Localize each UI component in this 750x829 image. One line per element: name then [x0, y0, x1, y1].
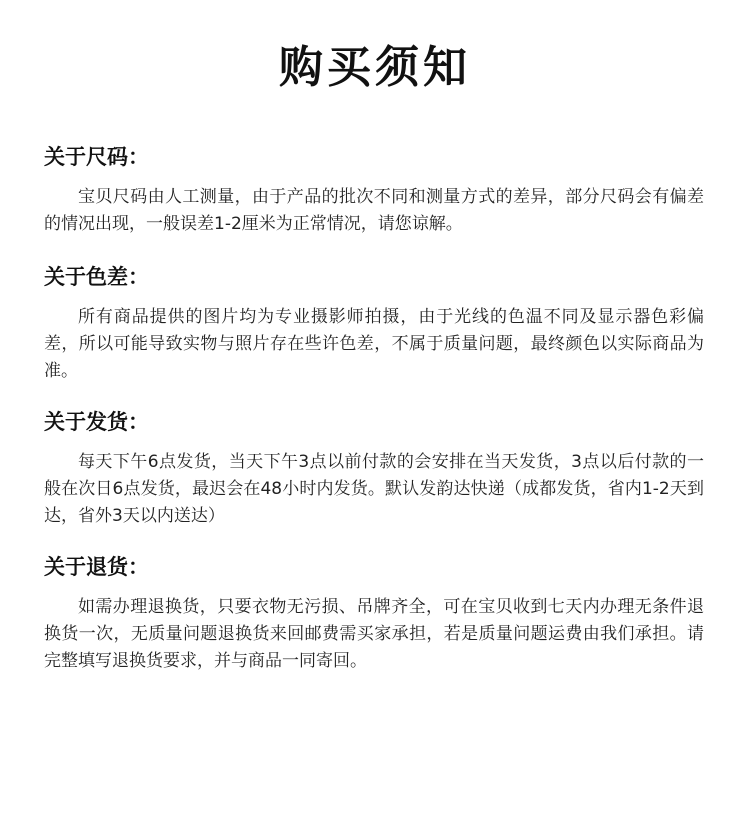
section-body-color: 所有商品提供的图片均为专业摄影师拍摄，由于光线的色温不同及显示器色彩偏差，所以可能导致实物与照片存在些许色差，不属于质量问题，最终颜色以实际商品为准。 — [44, 307, 704, 381]
section-size — [44, 142, 704, 238]
section-heading-color: 关于色差： — [44, 265, 149, 289]
section-heading-size: 关于尺码： — [44, 145, 149, 169]
section-body-size: 宝贝尺码由人工测量，由于产品的批次不同和测量方式的差异，部分尺码会有偏差的情况出现，一般误差1-2厘米为正常情况，请您谅解。 — [44, 187, 704, 234]
section-color — [44, 262, 704, 385]
section-return — [44, 552, 704, 675]
section-heading-shipping: 关于发货： — [44, 410, 149, 434]
section-heading-return: 关于退货： — [44, 555, 149, 579]
section-shipping — [44, 407, 704, 530]
section-body-return: 如需办理退换货，只要衣物无污损、吊牌齐全，可在宝贝收到七天内办理无条件退换货一次，无质量问题退换货来回邮费需买家承担，若是质量问题运费由我们承担。请完整填写退换货要求，并与商品一同寄回。 — [44, 597, 704, 671]
section-body-shipping: 每天下午6点发货，当天下午3点以前付款的会安排在当天发货，3点以后付款的一般在次日6点发货，最迟会在48小时内发货。默认发韵达快递（成都发货，省内1-2天到达，省外3天以内送达） — [44, 452, 704, 526]
page-title: 购买须知 — [279, 42, 471, 93]
